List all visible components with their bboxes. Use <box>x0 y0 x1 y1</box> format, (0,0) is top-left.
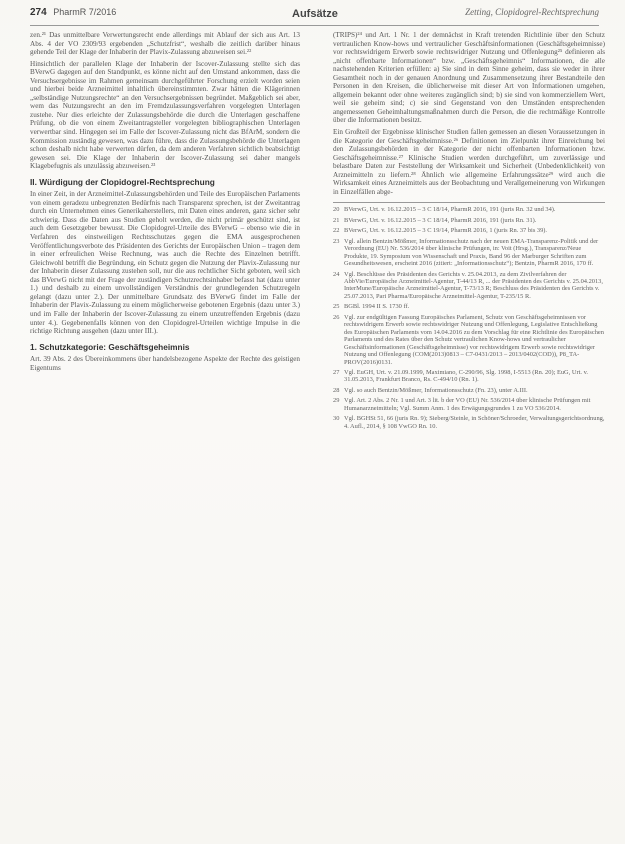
footnote-text: Vgl. EuGH, Urt. v. 21.09.1999, Maximiano, C-290/96, Slg. 1998, I-5513 (Rn. 20); EuG, Urt. v. 31.05.2013, Frankfurt Branco, Rs. C-494/10 (Rn. 1). <box>344 369 588 384</box>
footnote-text: Vgl. Art. 2 Abs. 2 Nr. 1 und Art. 3 lit. b der VO (EU) Nr. 536/2014 über klinische Prüfungen mit Humanarzneimitteln; Vgl. Summ Anm. 1 des Erwägungsgrundes 1 zu VO 536/2014. <box>344 397 591 412</box>
footnote-number: 30 <box>333 415 340 423</box>
footnote-number: 24 <box>333 270 340 278</box>
footnote-number: 21 <box>333 216 340 224</box>
footnote <box>333 238 605 268</box>
paragraph: Ein Großteil der Ergebnisse klinischer Studien fallen gemessen an diesen Voraussetzungen in die Kategorie der Geschäftsgeheimnisse.²⁶ Definitionen im Zielpunkt ihrer Einreichung bei den Zulassungsbehörden in der Kategorie der nicht offenbarten Informationen bzw. Geschäftsgeheimnisse.²⁷ Klinische Studien werden durchgeführt, um zuverlässige und belastbare Daten zur Feststellung der Wirksamkeit und Sicherheit (Unbedenklichkeit) von Arzneimitteln zu liefern.²⁸ Ähnlich wie allgemeine Erfahrungssätze²⁹ wird auch die Wirksamkeit eines Arzneimittels aus der Beobachtung und Verallgemeinerung von Wirkungen in Einzelfällen abge- <box>333 128 605 196</box>
section-heading: II. Würdigung der Clopidogrel-Rechtsprechung <box>30 176 215 187</box>
paragraph: zen.²¹ Das unmittelbare Verwertungsrecht ende allerdings mit Ablauf der sich aus Art. 13 Abs. 4 der VO 2309/93 ergebenden „Schutzfrist“, weshalb die zeitlich darüber hinaus gehende Teil der Klage der Inhaberin der Plavix-Zulassung abzuweisen sei.²² <box>30 31 300 57</box>
footnote-number: 25 <box>333 303 340 311</box>
section-label: Aufsätze <box>292 8 338 20</box>
footnote <box>333 397 605 412</box>
subsection-heading: 1. Schutzkategorie: Geschäftsgeheimnis <box>30 341 190 352</box>
footnote <box>333 415 605 430</box>
footnote <box>333 387 605 394</box>
footnote-text: BGBl. 1994 II S. 1730 ff. <box>344 303 410 311</box>
paragraph: Art. 39 Abs. 2 des Übereinkommens über handelsbezogene Aspekte der Rechte des geistigen Eigentums <box>30 355 300 372</box>
footnote-number: 20 <box>333 206 340 214</box>
footnote-number: 23 <box>333 237 340 245</box>
page-header-left <box>30 7 116 18</box>
footnote-text: Vgl. zur endgültigen Fassung Europäisches Parlament, Schutz von Geschäftsgeheimnissen vor rechtswidrigem Erwerb sowie rechtswidriger Nutzung und Offenlegung, Legislative Entschließung des Europäischen Parlaments vom 14.04.2016 zu dem Vorschlag für eine Richtlinie des Europäischen Parlaments und des Rates über den Schutz vertraulichen Know-hows und vertraulicher Geschäftsinformationen (Geschäftsgeheimnisse) vor rechtswidrigem Erwerb sowie rechtswidriger Nutzung und Offenlegung (COM(2013)0813 – C7-0431/2013 – 2013/0402(COD)), P8_TA-PROV(2016)0131. <box>344 313 604 366</box>
footnote <box>333 227 605 234</box>
footnote-rule <box>333 202 605 203</box>
footnote <box>333 369 605 384</box>
footnote-text: Vgl. Beschlüsse des Präsidenten des Gerichts v. 25.04.2013, zu dem Zivilverfahren der AbbVie/Europäische Arzneimittel-Agentur, T-44/13 R, ... der Präsidenten des Gerichts v. 25.04.2013, InterMune/Europäische Arzneimittel-Agentur, T-73/13 R; Beschluss des Präsidenten des Gerichts v. 25.07.2013, Pari Pharma/Europäische Arzneimittel-Agentur, T-235/15 R. <box>344 270 603 300</box>
footnote-text: BVerwG, Urt. v. 16.12.2015 – 3 C 18/14, PharmR 2016, 191 (juris Rn. 32 und 34). <box>344 206 556 214</box>
page-number: 274 <box>30 7 47 18</box>
left-column <box>30 31 300 375</box>
footnote-number: 27 <box>333 369 340 376</box>
footnote-text: Vgl. allein Bentzin/Mößmer, Informationsschutz nach der neuen EMA-Transparenz-Politik und der Verordnung (EU) Nr. 536/2014 über klinische Prüfungen, in: Voit (Hrsg.), Transparenz/Neue Produkte, 19. Symposium von Wissenschaft und Praxis, Band 96 der Marburger Schriften zum Gesundheitswesen, erscheint 2016 (zitiert: „Informationsschutz“); Bentzin, PharmR 2016, 170 ff. <box>344 237 599 268</box>
footnote <box>333 206 605 213</box>
journal-issue: PharmR 7/2016 <box>53 7 117 17</box>
footnote-text: BVerwG, Urt. v. 16.12.2015 – 3 C 18/14, PharmR 2016, 191 (juris Rn. 31). <box>344 216 537 224</box>
footnote <box>333 217 605 224</box>
header-rule <box>30 25 599 26</box>
paragraph: (TRIPS)²⁴ und Art. 1 Nr. 1 der demnächst in Kraft tretenden Richtlinie über den Schutz vertraulichen Know-hows und vertraulicher Geschäftsinformationen (Geschäftsgeheimnisse) vor rechtswidrigem Erwerb sowie rechtswidriger Nutzung und Offenlegung²⁵ definieren als „nicht offenbarte Informationen“ bzw. „Geschäftsgeheimnis“ Informationen, die alle nachstehenden Kriterien erfüllen: a) Sie sind in dem Sinne geheim, dass sie weder in ihrer Gesamtheit noch in der genauen Anordnung und Zusammensetzung ihrer Bestandteile den Personen in den Kreisen, die üblicherweise mit dieser Art von Informationen umgehen, allgemein bekannt oder ohne weiteres zugänglich sind; b) sie sind von kommerziellem Wert, weil sie geheim sind; c) sie sind Gegenstand von den Umständen entsprechenden angemessenen Geheimhaltungsmaßnahmen durch die Person, die die rechtmäßige Kontrolle über die Informationen besitzt. <box>333 31 605 125</box>
footnote <box>333 314 605 366</box>
footnote <box>333 303 605 310</box>
running-title: Zetting, Clopidogrel-Rechtsprechung <box>465 7 599 17</box>
footnote <box>333 271 605 301</box>
footnote-number: 22 <box>333 227 340 235</box>
paragraph: Hinsichtlich der parallelen Klage der Inhaberin der Iscover-Zulassung stellte sich das BVerwG dagegen auf den Standpunkt, es könne nicht auf den Umstand ankommen, dass die Versuchsergebnisse im Rahmen gemeinsam durchgeführter Forschung erzielt worden seien und hierbei beide Arzneimittel inhaltlich übereinstimmten. Zwar hätten die Klägerinnen „selbständige Nutzungsrechte“ an den Versuchsergebnissen begründet. Maßgeblich sei aber, wem das Nutzungsrecht an den im Fremdzulassungsverfahren vorgelegten Unterlagen zustehe. Nur dies erleichte der Zulassungsbehörde die durch die Unterlagen geschaffene Prüfung, ob die von einem Zweitantragsteller vorgelegten bibliographischen Unterlagen verwertbar sind. Hingegen sei im Falle der Iscover-Zulassung nicht das BfArM, sondern die Kommission zuständig gewesen, was dazu führe, dass die Zulassungsbehörde die Unterlagen schon deshalb nicht habe verwerten dürfen, da dem anderen Verfahren sichtlich beabsichtigt gewesen sei. Die Klage der Inhaberin der Iscover-Zulassung sei daher mangels Klagebefugnis als unzulässig abzuweisen.²³ <box>30 59 300 171</box>
footnote-number: 28 <box>333 386 340 394</box>
right-column <box>333 31 605 433</box>
footnote-text: Vgl. BGHSt 51, 66 (juris Rn. 9); Sieberg/Steinle, in Schöner/Schroeder, Verwaltungsgerichtsordnung, 4. Aufl., 2014, § 108 VwGO Rn. 10. <box>344 415 605 430</box>
paragraph: In einer Zeit, in der Arzneimittel-Zulassungsbehörden und Teile des Europäischen Parlaments von einem geradezu unbegrenzten Bedürfnis nach Transparenz sprechen, ist der Zweitantrag durch ein Unternehmen eines Generikaherstellers, mit Daten eines anderen, ganz sicher sehr schwierig. Dass die Daten aus Studien geholt werden, die nicht primär geschützt sind, ist auch dem Gesetzgeber bewusst. Die Clopidogrel-Urteile des BVerwG – ebenso wie die in Verfahren des einstweiligen Rechtsschutzes gegen die EMA ausgesprochenen Veröffentlichungsverbote des Präsidenten des Gerichts der Europäischen Union – tragen dem in einer erfreulichen Weise Rechnung, was auch die Rechte des Einzelnen betrifft. Gleichwohl betrifft die Begründung, ein Schutz gegen die Nutzung der Plavix-Zulassung nur der Inhaberin dieser Zulassung zustehen soll, nur die aus rechtlicher Sicht geboten, weil sich das BVerwG nicht mit der Frage der zuständigen Schutzrechtsinhaber befasst hat (dazu unter 1.) und deshalb zu einem unvollständigen Verständnis der grundlegenden Schutzregeln gelangt (dazu unter 2.). Der unmittelbare Grundsatz des BVerwG findet im Falle der Inhaberin der Plavix-Zulassung zu einem möglicherweise gebotenen Ergebnis (dazu unter 3.) und im Falle der Inhaberin der Iscover-Zulassung zu einem unzutreffenden Ergebnis (dazu unter 4.). Gegebenenfalls können von den Clopidogrel-Urteilen wichtige Impulse in die richtige Richtung ausgehen (dazu unter III.). <box>30 190 300 336</box>
footnote-number: 26 <box>333 313 340 321</box>
footnote-text: Vgl. so auch Bentzin/Mößmer, Informationsschutz (Fn. 23), unter A.III. <box>344 386 528 394</box>
footnote-text: BVerwG, Urt. v. 16.12.2015 – 3 C 19/14, PharmR 2016, 1 (juris Rn. 37 bis 39). <box>344 227 548 235</box>
footnote-number: 29 <box>333 397 340 405</box>
footnotes <box>333 206 605 430</box>
